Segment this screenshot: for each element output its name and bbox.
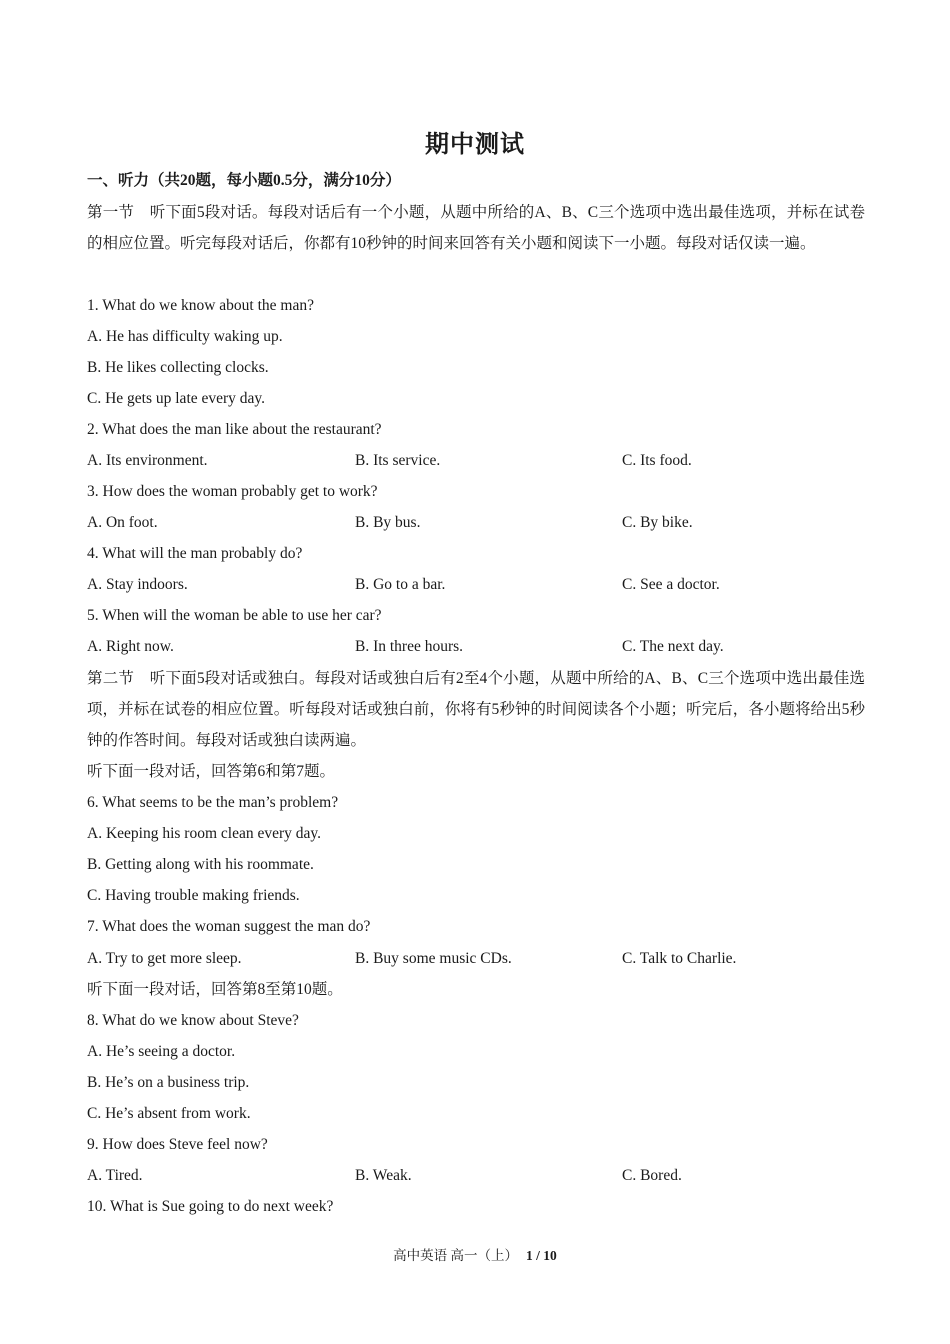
option-row <box>87 949 867 969</box>
question-option: A. Its environment. <box>87 452 208 469</box>
question-stem: 9. How does Steve feel now? <box>87 1136 268 1153</box>
option-row <box>87 637 867 657</box>
question-option: B. Weak. <box>355 1167 412 1184</box>
question-stem: 10. What is Sue going to do next week? <box>87 1198 334 1215</box>
page-number: 1 / 10 <box>526 1248 557 1263</box>
question-stem: 4. What will the man probably do? <box>87 545 303 562</box>
question-option: C. He gets up late every day. <box>87 390 266 407</box>
footer-course: 高中英语 高一（上） <box>393 1248 519 1263</box>
page-footer <box>0 1247 950 1265</box>
question-option: B. Its service. <box>355 452 441 469</box>
option-row <box>87 513 867 533</box>
question-stem: 2. What does the man like about the restaurant? <box>87 421 382 438</box>
question-option: A. Keeping his room clean every day. <box>87 825 321 842</box>
dialog-intro: 听下面一段对话，回答第6和第7题。 <box>87 763 336 780</box>
question-option: C. Its food. <box>622 452 692 469</box>
option-row <box>87 1166 867 1186</box>
question-option: A. Try to get more sleep. <box>87 950 242 967</box>
question-option: A. He’s seeing a doctor. <box>87 1043 236 1060</box>
question-stem: 8. What do we know about Steve? <box>87 1012 299 1029</box>
question-option: A. He has difficulty waking up. <box>87 328 283 345</box>
question-option: B. Go to a bar. <box>355 576 446 593</box>
question-option: B. By bus. <box>355 514 421 531</box>
question-option: B. Getting along with his roommate. <box>87 856 314 873</box>
question-option: A. Right now. <box>87 638 174 655</box>
question-option: A. On foot. <box>87 514 158 531</box>
question-stem: 6. What seems to be the man’s problem? <box>87 794 339 811</box>
question-stem: 3. How does the woman probably get to work? <box>87 483 378 500</box>
question-option: C. By bike. <box>622 514 693 531</box>
question-option: B. He’s on a business trip. <box>87 1074 250 1091</box>
question-option: C. Having trouble making friends. <box>87 887 300 904</box>
question-option: C. Talk to Charlie. <box>622 950 737 967</box>
question-option: C. Bored. <box>622 1167 682 1184</box>
question-stem: 5. When will the woman be able to use her car? <box>87 607 382 624</box>
question-option: C. He’s absent from work. <box>87 1105 251 1122</box>
part2-instructions: 第二节 听下面5段对话或独白。每段对话或独白后有2至4个小题，从题中所给的A、B、C三个选项中选出最佳选项，并标在试卷的相应位置。听每段对话或独白前，你将有5秒钟的时间阅读各个小题；听完后，各小题将给出5秒钟的作答时间。每段对话或独白读两遍。 <box>87 670 865 749</box>
question-option: C. See a doctor. <box>622 576 720 593</box>
question-option: C. The next day. <box>622 638 724 655</box>
question-option: A. Tired. <box>87 1167 143 1184</box>
option-row <box>87 575 867 595</box>
section-heading: 一、听力（共20题，每小题0.5分，满分10分） <box>87 172 401 189</box>
option-row <box>87 451 867 471</box>
page-title: 期中测试 <box>425 132 525 158</box>
question-option: A. Stay indoors. <box>87 576 188 593</box>
part1-instructions: 第一节 听下面5段对话。每段对话后有一个小题，从题中所给的A、B、C三个选项中选出最佳选项，并标在试卷的相应位置。听完每段对话后，你都有10秒钟的时间来回答有关小题和阅读下一小题。每段对话仅读一遍。 <box>87 204 865 252</box>
question-stem: 1. What do we know about the man? <box>87 297 314 314</box>
question-stem: 7. What does the woman suggest the man do? <box>87 918 371 935</box>
question-option: B. In three hours. <box>355 638 464 655</box>
dialog-intro: 听下面一段对话，回答第8至第10题。 <box>87 981 343 998</box>
question-option: B. He likes collecting clocks. <box>87 359 269 376</box>
question-option: B. Buy some music CDs. <box>355 950 512 967</box>
